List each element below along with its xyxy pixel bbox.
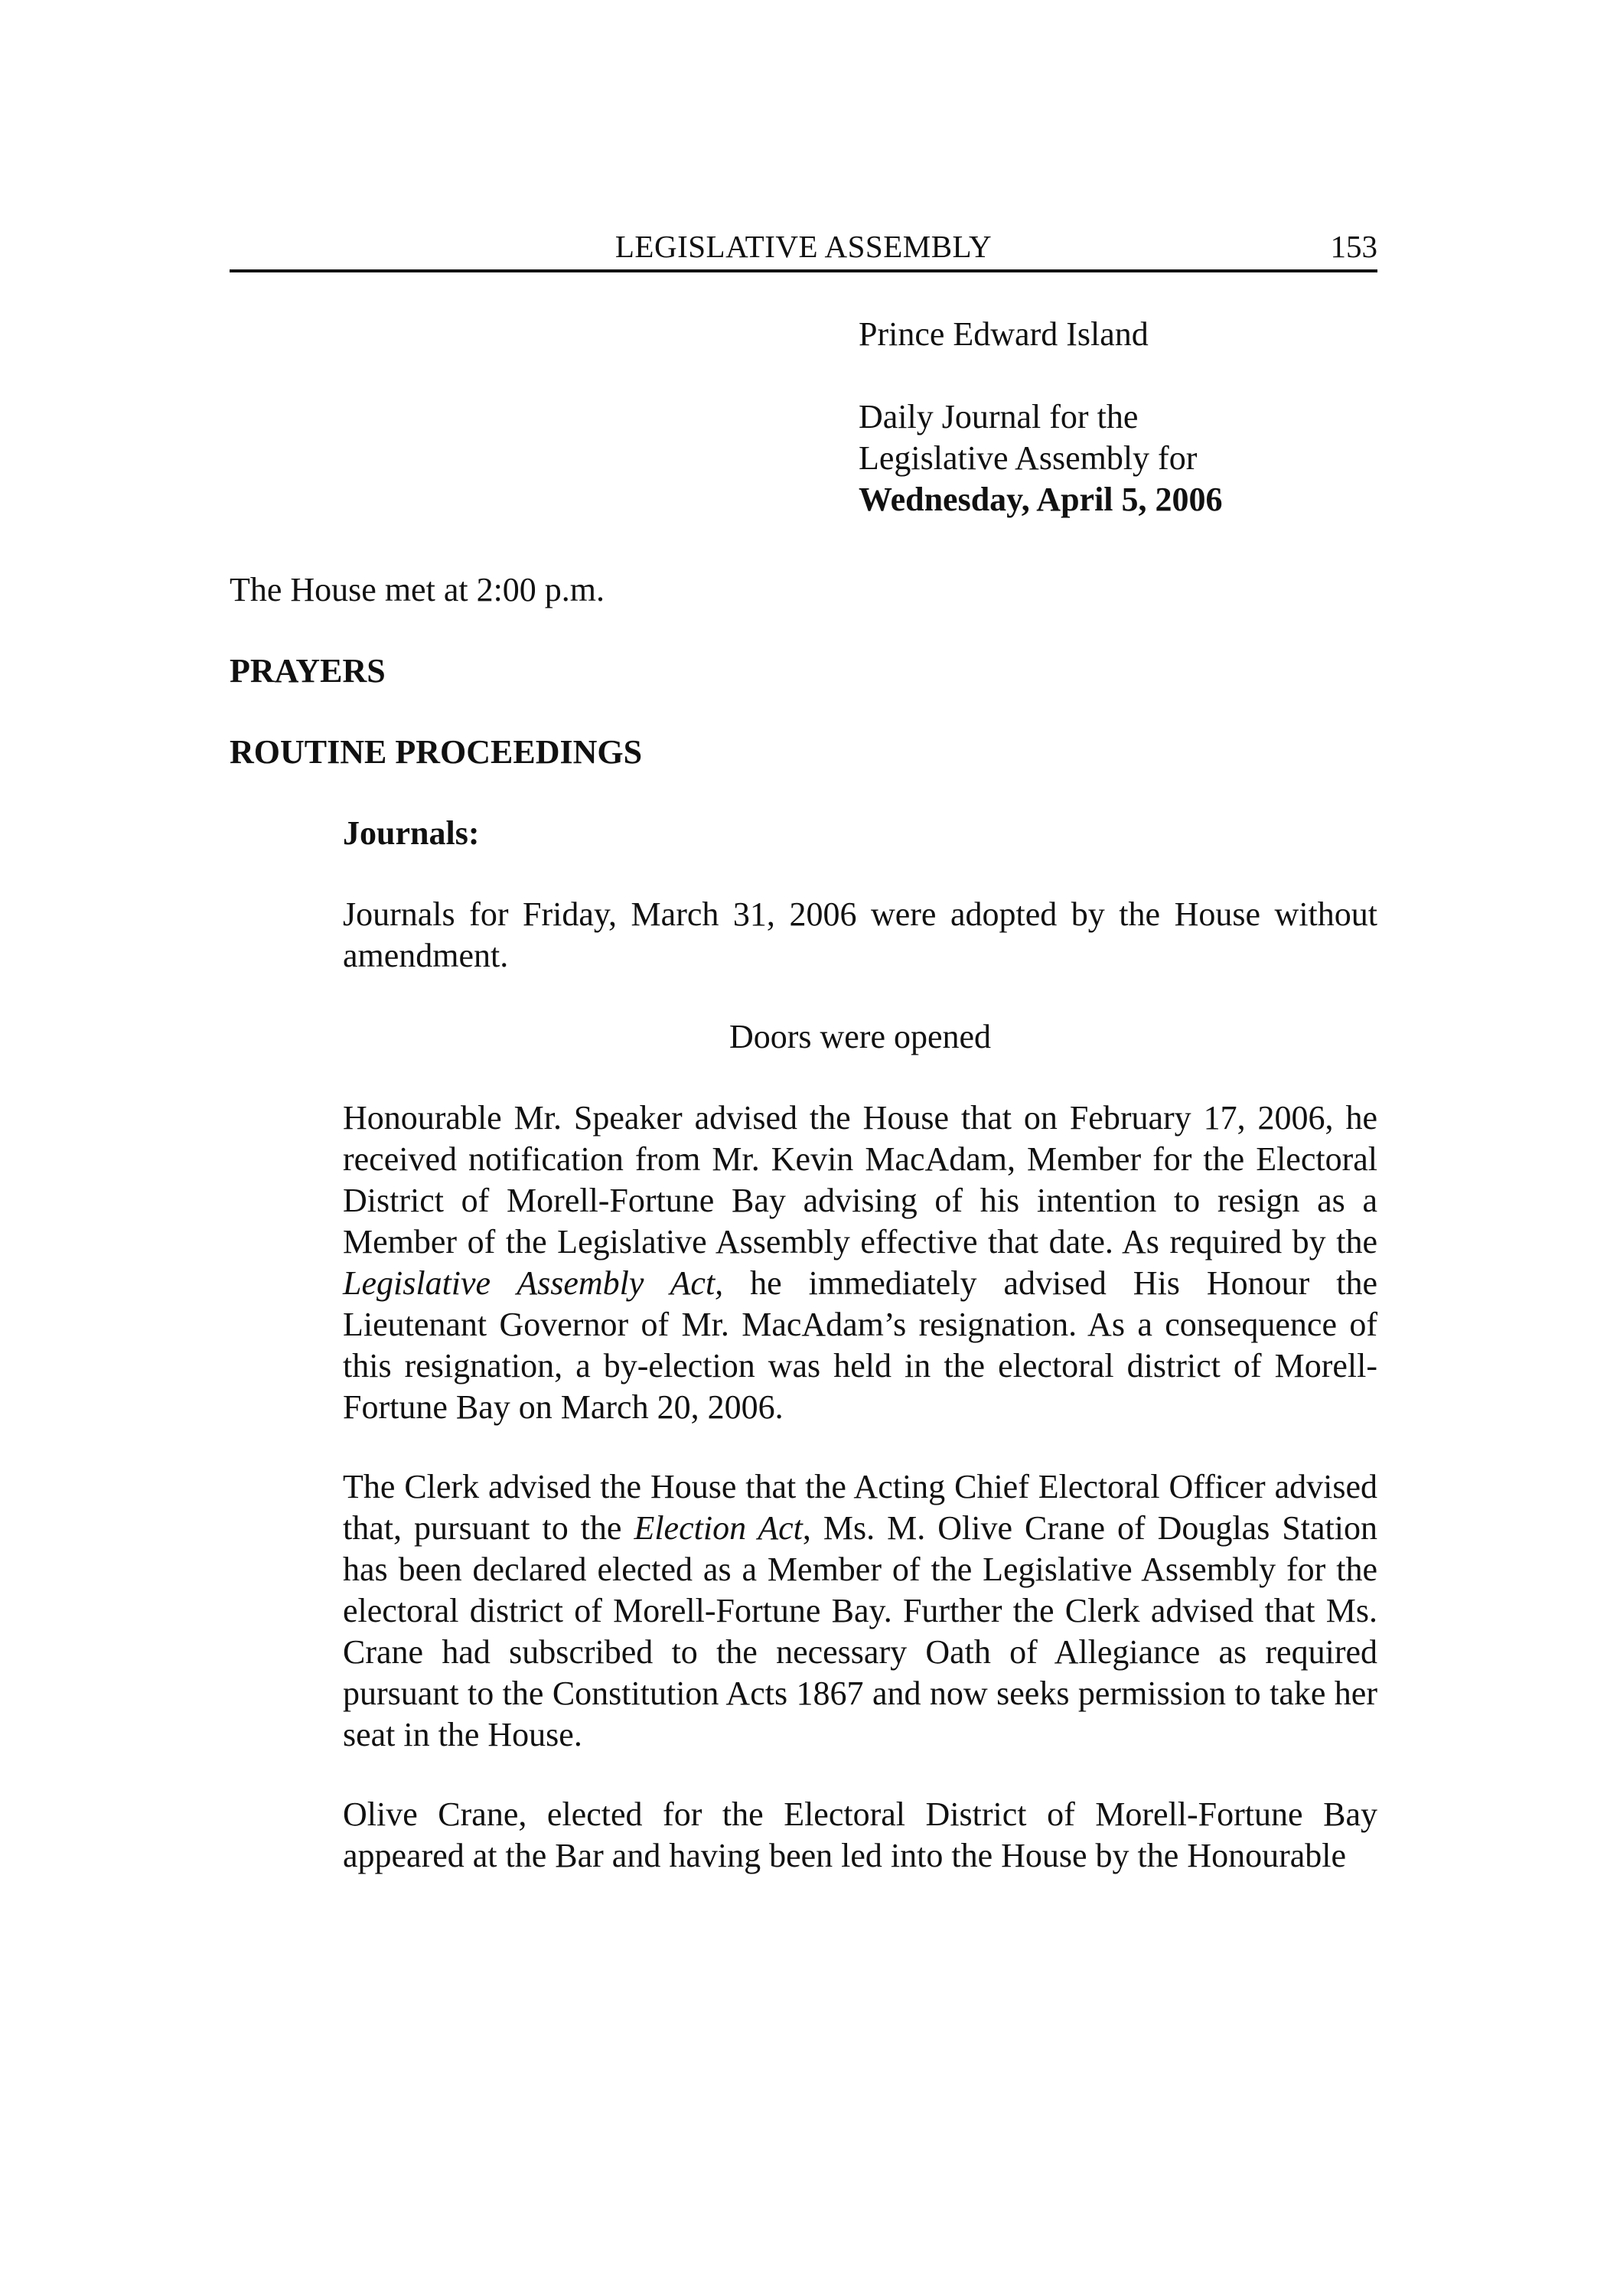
journal-date: Wednesday, April 5, 2006: [859, 481, 1223, 518]
clerk-text-part2: , Ms. M. Olive Crane of Douglas Station has been declared elected as a Member of the Legislative Assembly for the electoral district of Morell-Fortune Bay. Further the Clerk advised that Ms. Crane had subscribed to the necessary Oath of Allegiance as required pursuant to the Constitution Acts 1867 and now seeks permission to take her seat in the House.: [343, 1509, 1377, 1753]
opening-line: The House met at 2:00 p.m.: [230, 571, 605, 608]
clerk-text-part1: The Clerk advised the House that the Acting Chief Electoral Officer advised that, pursuant to the: [343, 1468, 1377, 1547]
journals-paragraph: [343, 894, 1377, 977]
journal-address-block: [859, 314, 1223, 520]
speaker-paragraph: [343, 1097, 1377, 1428]
header-title: LEGISLATIVE ASSEMBLY: [614, 229, 993, 264]
election-act: Election Act: [634, 1509, 803, 1547]
crane-paragraph: [343, 1794, 1377, 1877]
heading-journals: Journals:: [343, 814, 480, 852]
doors-opened-note: Doors were opened: [729, 1018, 992, 1055]
page-number: 153: [1330, 229, 1377, 264]
journal-title-line1: Daily Journal for the: [859, 398, 1139, 435]
speaker-text-part1: Honourable Mr. Speaker advised the House that on February 17, 2006, he received notification from Mr. Kevin MacAdam, Member for the Electoral District of Morell-Fortune Bay advising of his intention to resign as a Member of the Legislative Assembly effective that date. As required by the: [343, 1099, 1377, 1261]
journal-title-line2: Legislative Assembly for: [859, 439, 1198, 477]
crane-text: Olive Crane, elected for the Electoral District of Morell-Fortune Bay appeared at the Bar and having been led into the House by the Honourable: [343, 1795, 1377, 1874]
heading-routine-proceedings: ROUTINE PROCEEDINGS: [230, 733, 643, 771]
province-name: Prince Edward Island: [859, 315, 1149, 353]
page-header: [230, 227, 1377, 272]
journals-text: Journals for Friday, March 31, 2006 were adopted by the House without amendment.: [343, 895, 1377, 974]
legislative-assembly-act: Legislative Assembly Act,: [343, 1264, 724, 1302]
speaker-text-part2: he immediately advised His Honour the Lieutenant Governor of Mr. MacAdam’s resignation. As a consequence of this resignation, a by-election was held in the electoral district of Morell-Fortune Bay on March 20, 2006.: [343, 1264, 1377, 1426]
heading-prayers: PRAYERS: [230, 652, 386, 690]
clerk-paragraph: [343, 1466, 1377, 1756]
